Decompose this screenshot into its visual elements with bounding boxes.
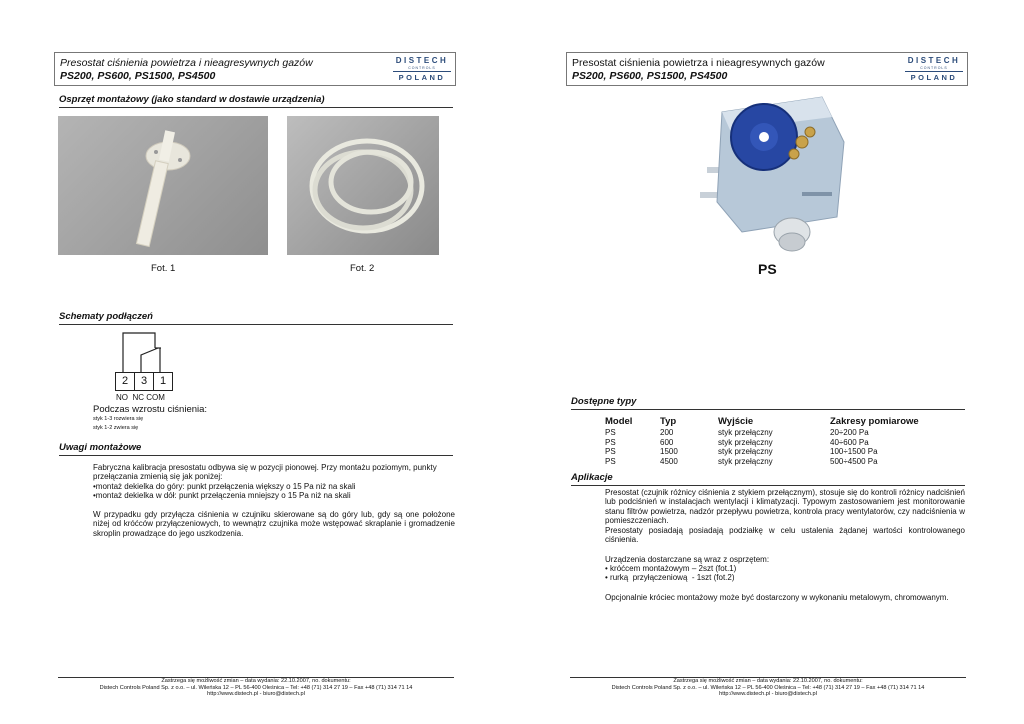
pressure-rise-label: Podczas wzrostu ciśnienia: [93, 404, 208, 415]
note-cover-down: •montaż dekielka w dół: punkt przełączenia mniejszy o 15 Pa niż na skali [93, 491, 351, 500]
header-models: PS200, PS600, PS1500, PS4500 [572, 70, 728, 82]
right-footer: Zastrzega się możliwość zmian – data wydania: 22.10.2007, no. dokumentu: Distech Controls Poland Sp. z o.o. – ul. Wileńska 12 – PL 56-400 Oleśnica – Tel: +48 (71) 314 27 19 – Fax +48 (71) 314 71 14 http://www.distech.pl - biuro@distech.pl [570, 677, 966, 698]
app-scale: Presostaty posiadają posiadają podziałkę w celu ustalenia żądanej wartości kontrolowanego ciśnienia. [605, 526, 965, 545]
app-optional: Opcjonalnie króciec montażowy może być dostarczony w wykonaniu metalowym, chromowanym. [605, 593, 949, 602]
note-calibration: Fabryczna kalibracja presostatu odbywa się w pozycji pionowej. Przy montażu poziomym, punkty przełączania zmienią się jak poniżej: [93, 463, 437, 482]
left-header [54, 52, 456, 86]
header-title: Presostat ciśnienia powietrza i nieagresywnych gazów [572, 57, 825, 69]
notes-section-title: Uwagi montażowe [59, 442, 453, 456]
header-title: Presostat ciśnienia powietrza i nieagresywnych gazów [60, 57, 313, 69]
contact-1-2: styk 1-2 zwiera się [93, 425, 139, 431]
tube-image [287, 116, 439, 255]
col-model: Model [605, 416, 633, 427]
types-table-header [605, 416, 950, 428]
col-output: Wyjście [718, 416, 754, 427]
header-models: PS200, PS600, PS1500, PS4500 [60, 70, 216, 82]
distech-logo: DISTECH CONTROLS POLAND [393, 56, 451, 83]
terminal-3: 3 [135, 373, 154, 390]
col-range: Zakresy pomiarowe [830, 416, 919, 427]
terminal-2: 2 [116, 373, 135, 390]
fot2-caption: Fot. 2 [350, 263, 375, 274]
note-cover-up: •montaż dekielka do góry: punkt przełączenia większy o 15 Pa niż na skali [93, 482, 356, 491]
table-row: PS 200 styk przełączny 20÷200 Pa [605, 428, 869, 437]
right-page [512, 0, 1024, 724]
terminal-labels: NO NC COM [116, 393, 165, 402]
table-row: PS 4500 styk przełączny 500÷4500 Pa [605, 456, 878, 466]
app-accessory-tube: • rurką przyłączeniową - 1szt (fot.2) [605, 573, 735, 582]
nozzle-image [58, 116, 268, 255]
types-section-title: Dostępne typy [571, 396, 965, 410]
note-condensation: W przypadku gdy przyłącza ciśnienia w czujniku skierowane są do góry lub, gdy są one położone niżej od króćców przyłączeniowych, to wewnątrz czujnika może wstępować skraplanie i gromadzenie skroplin prowadzące do jego uszkodzenia. [93, 510, 455, 538]
photo-mounting-nozzle [58, 116, 268, 255]
left-footer: Zastrzega się możliwość zmian – data wydania: 22.10.2007, no. dokumentu: Distech Controls Poland Sp. z o.o. – ul. Wileńska 12 – PL 56-400 Oleśnica – Tel: +48 (71) 314 27 19 – Fax +48 (71) 314 71 14 http://www.distech.pl - biuro@distech.pl [58, 677, 454, 698]
apps-section-title: Aplikacje [571, 472, 965, 486]
schemes-section-title: Schematy podłączeń [59, 311, 453, 325]
table-row: PS 1500 styk przełączny 100÷1500 Pa [605, 447, 878, 457]
terminal-block [115, 372, 173, 391]
col-type: Typ [660, 416, 677, 427]
contact-1-3: styk 1-3 rozwiera się [93, 416, 144, 422]
app-accessory-nozzle: • króćcem montażowym – 2szt (fot.1) [605, 564, 737, 573]
table-row: PS 600 styk przełączny 40÷600 Pa [605, 437, 869, 447]
fot1-caption: Fot. 1 [151, 263, 176, 274]
pressure-switch-photo [682, 92, 852, 260]
product-label: PS [758, 261, 777, 277]
app-accessories: Urządzenia dostarczane są wraz z osprzętem: [605, 555, 770, 564]
distech-logo: DISTECH CONTROLS POLAND [905, 56, 963, 83]
terminal-1: 1 [159, 375, 167, 387]
app-description: Presostat (czujnik różnicy ciśnienia z stykiem przełącznym), stosuje się do kontroli różnicy nadciśnień lub podciśnień w instalacjach wentylacji i klimatyzacji. Typowym zastosowaniem jest monitorowanie stanu filtrów powietrza, nadzór przepływu powietrza, kontrola pracy wentylatorów, czy nadciśnienia w pomieszczeniach. [605, 488, 965, 526]
photo-connection-tube [287, 116, 439, 255]
mounting-section-title: Osprzęt montażowy (jako standard w dostawie urządzenia) [59, 94, 453, 108]
right-header [566, 52, 968, 86]
types-table [605, 416, 950, 466]
